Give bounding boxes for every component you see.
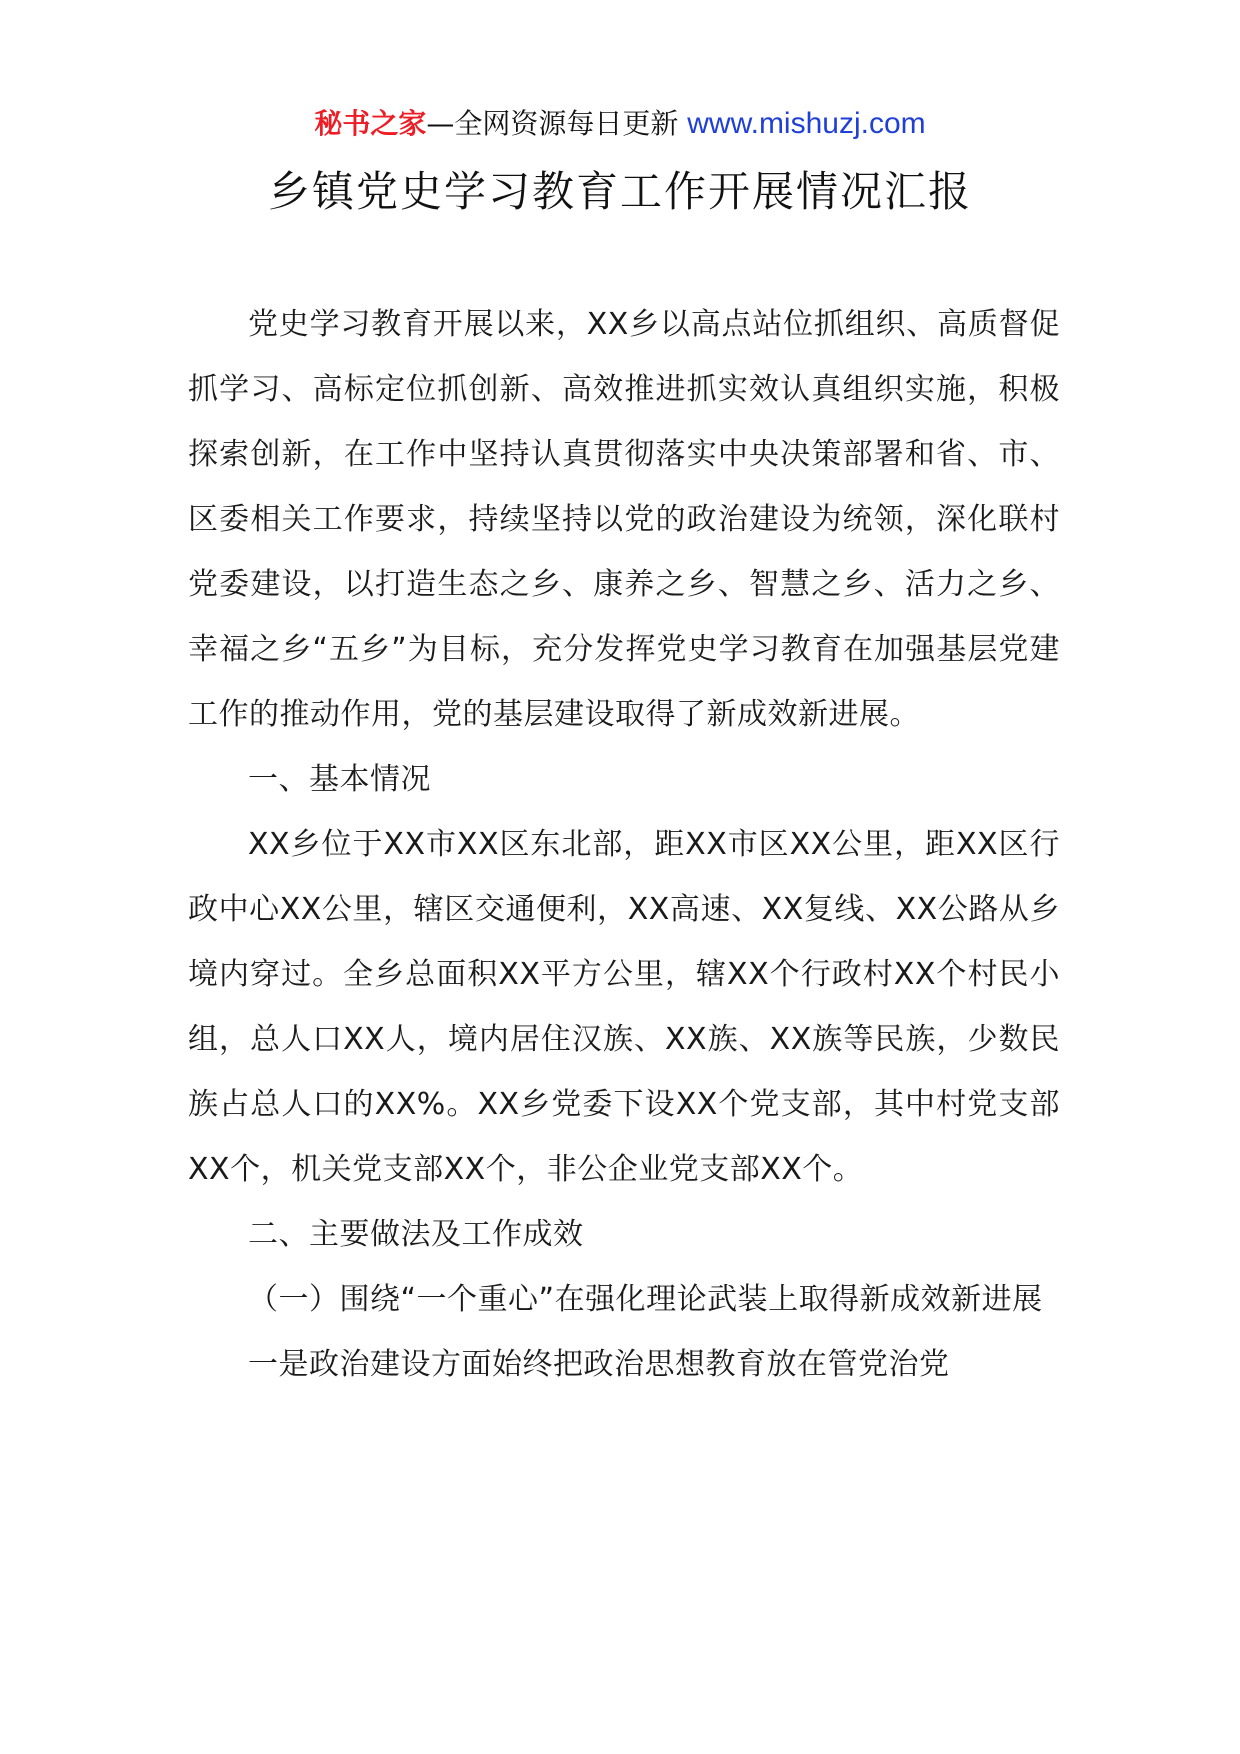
brand-name: 秘书之家 bbox=[314, 107, 427, 140]
header-tagline: —全网资源每日更新 bbox=[426, 107, 688, 140]
section-heading-main-practices: 二、主要做法及工作成效 bbox=[248, 1217, 584, 1252]
subsection-heading-one: （一）围绕“一个重心”在强化理论武装上取得新成效新进展 bbox=[248, 1282, 1043, 1317]
document-title: 乡镇党史学习教育工作开展情况汇报 bbox=[267, 167, 972, 216]
document-body bbox=[188, 292, 1060, 1397]
site-url-link[interactable]: www.mishuzj.com bbox=[687, 107, 926, 140]
basic-situation-paragraph: XX乡位于XX市XX区东北部，距XX市区XX公里，距XX区行政中心XX公里，辖区交通便利，XX高速、XX复线、XX公路从乡境内穿过。全乡总面积XX平方公里，辖XX个行政村XX个村民小组，总人口XX人，境内居住汉族、XX族、XX族等民族，少数民族占总人口的XX%。XX乡党委下设XX个党支部，其中村党支部XX个，机关党支部XX个，非公企业党支部XX个。 bbox=[188, 827, 1060, 1187]
site-header bbox=[0, 104, 1240, 144]
intro-paragraph: 党史学习教育开展以来，XX乡以高点站位抓组织、高质督促抓学习、高标定位抓创新、高效推进抓实效认真组织实施，积极探索创新，在工作中坚持认真贯彻落实中央决策部署和省、市、区委相关工作要求，持续坚持以党的政治建设为统领，深化联村党委建设，以打造生态之乡、康养之乡、智慧之乡、活力之乡、幸福之乡“五乡”为目标，充分发挥党史学习教育在加强基层党建工作的推动作用，党的基层建设取得了新成效新进展。 bbox=[188, 307, 1060, 732]
body-paragraph-political-building: 一是政治建设方面始终把政治思想教育放在管党治党 bbox=[248, 1347, 950, 1382]
section-heading-basic-situation: 一、基本情况 bbox=[248, 762, 431, 797]
